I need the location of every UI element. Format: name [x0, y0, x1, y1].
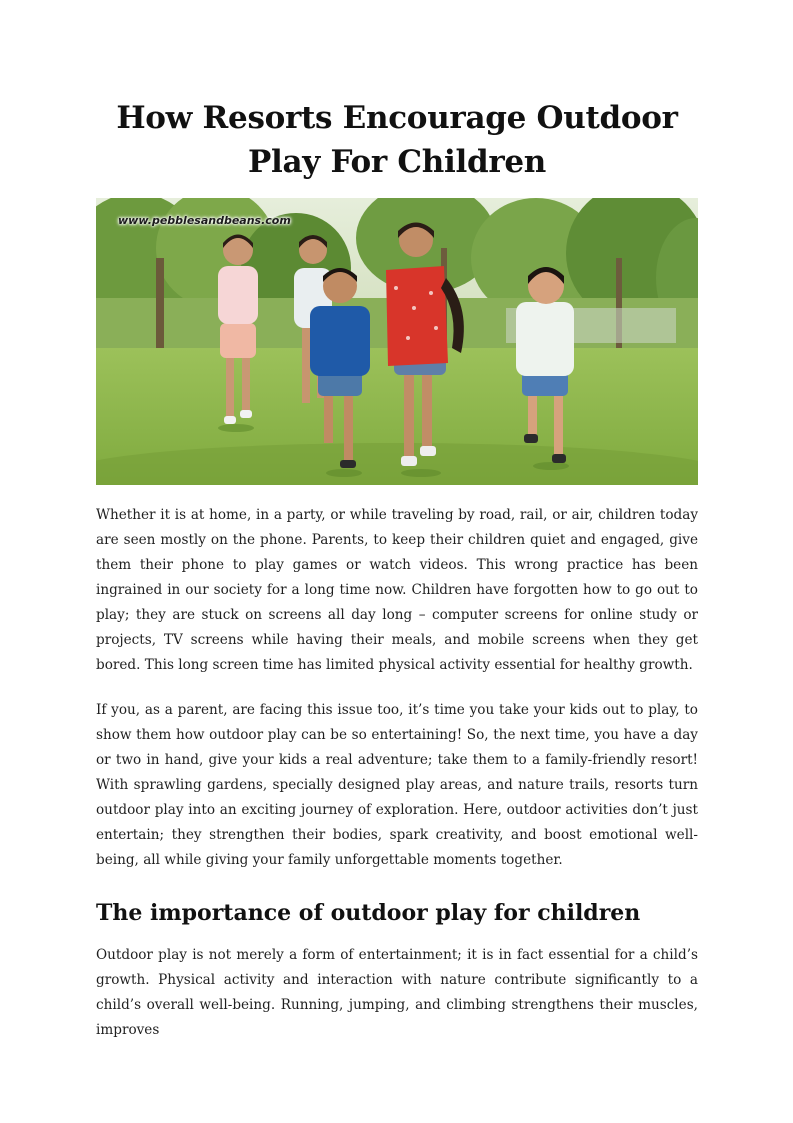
section-paragraph: Outdoor play is not merely a form of entertainment; it is in fact essential for a child’s growth. Physical activity and interaction with nature contribute significantly to a child’s overall well-being. Running, jumping, and climbing strengthens their muscles, improves: [96, 947, 698, 1038]
hero-image: [96, 198, 698, 485]
image-watermark: www.pebblesandbeans.com: [118, 214, 291, 227]
children-playing-illustration: [96, 198, 698, 485]
article-title: How Resorts Encourage Outdoor Play For Children: [116, 100, 678, 180]
document-page: [96, 96, 698, 1043]
body-paragraph: If you, as a parent, are facing this issue too, it’s time you take your kids out to play, to show them how outdoor play can be so entertaining! So, the next time, you have a day or two in hand, give your kids a real adventure; take them to a family-friendly resort! With sprawling gardens, specially designed play areas, and nature trails, resorts turn outdoor play into an exciting journey of exploration. Here, outdoor activities don’t just entertain; they strengthen their bodies, spark creativity, and boost emotional well-being, all while giving your family unforgettable moments together.: [96, 702, 698, 868]
section-heading: The importance of outdoor play for children: [96, 900, 641, 926]
intro-paragraph: Whether it is at home, in a party, or while traveling by road, rail, or air, children today are seen mostly on the phone. Parents, to keep their children quiet and engaged, give them their phone to play games or watch videos. This wrong practice has been ingrained in our society for a long time now. Children have forgotten how to go out to play; they are stuck on screens all day long – computer screens for online study or projects, TV screens while having their meals, and mobile screens when they get bored. This long screen time has limited physical activity essential for healthy growth.: [96, 507, 698, 673]
